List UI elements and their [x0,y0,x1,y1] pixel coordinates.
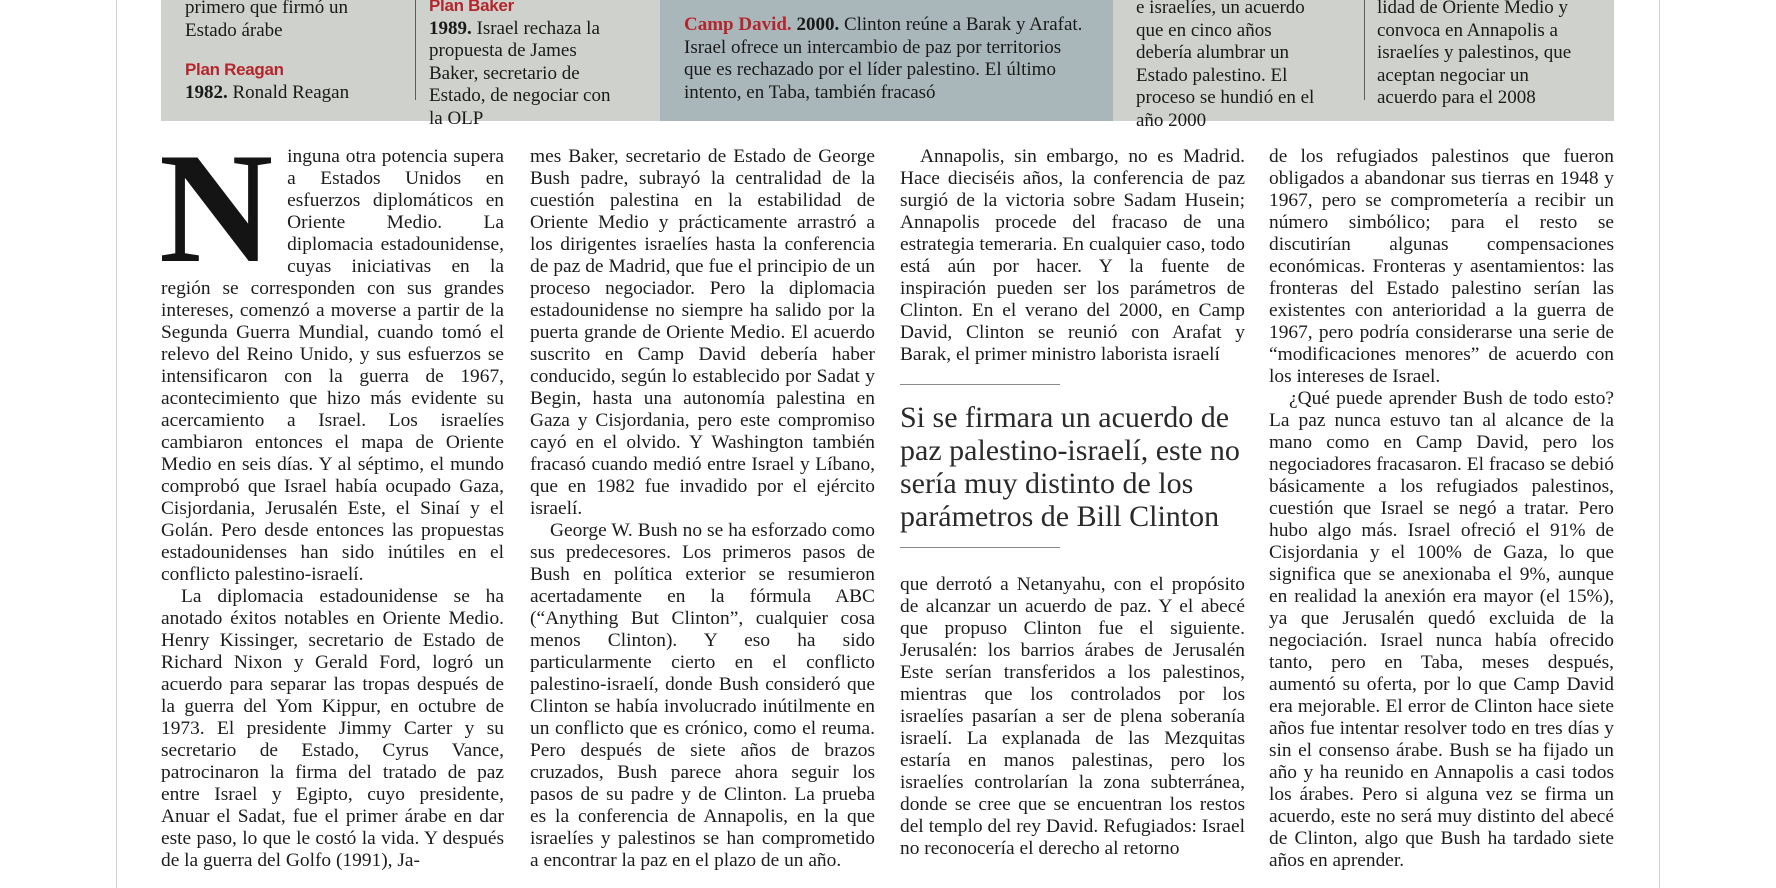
timeline-cell-annapolis [1377,0,1577,121]
timeline-year: 1989. [429,17,472,39]
article-paragraph: mes Baker, secretario de Estado de George Bush padre, subrayó la centralidad de la cuestión palestina en la estabilidad de Oriente Medio y prácticamente arrastró a los dirigentes israelíes hasta la conferencia de paz de Madrid, que fue el principio de un proceso negociador. Pero la diplomacia estadounidense no siempre ha salido por la puerta grande de Oriente Medio. El acuerdo suscrito en Camp David debería haber conducido, según lo establecido por Sadat y Begin, hasta una autonomía palestina en Gaza y Cisjordania, pero este compromiso cayó en el olvido. Y Washington también fracasó cuando medió entre Israel y Líbano, que en 1982 fue invadido por el ejército israelí. [530,146,875,519]
article-paragraph: que derrotó a Netanyahu, con el propósito de alcanzar un acuerdo de paz. Y el abecé que propuso Clinton fue el siguiente. Jerusalén: los barrios árabes de Jerusalén Este serían transferidos a los palestinos, mientras que los controlados por los israelíes pasarían a ser de plena soberanía israelí. La explanada de las Mezquitas estaría en manos palestinas, pero los israelíes controlarían la zona subterránea, donde se cree que se encuentran los restos del templo del rey David. Refugiados: Israel no reconocería el derecho al retorno [900,574,1245,859]
article-paragraph: de los refugiados palestinos que fueron obligados a abandonar sus tierras en 1948 y 1967, pero se comprometería a recibir un número simbólico; para el resto se discutirían algunas compensaciones económicas. Fronteras y asentamientos: las fronteras del Estado palestino serían las existentes con anterioridad a la guerra de 1967, pero podría considerarse una serie de “modificaciones menores” de acuerdo con los intereses de Israel. [1269,146,1614,387]
timeline-cell-reagan [185,0,399,121]
article-lead-text: inguna otra potencia supera a Estados Unidos en esfuerzos diplomáticos en Oriente Medio. La diplomacia estadounidense, cuyas iniciativas en la región se corresponden con sus grandes intereses, comenzó a moverse a partir de la Segunda Guerra Mundial, cuando tomó el relevo del Reino Unido, y sus esfuerzos se intensificaron con la guerra de 1967, acontecimiento que hizo más evidente su acercamiento a Israel. Los israelíes cambiaron entonces el mapa de Oriente Medio en seis días. Y al séptimo, el mundo comprobó que Israel había ocupado Gaza, Cisjordania, Jerusalén Este, el Sinaí y el Golán. Pero desde entonces las propuestas estadounidenses han sido inútiles en el conflicto palestino-israelí. [161,146,504,585]
timeline-text: Clinton reúne a Barak y Arafat. Israel ofrece un intercambio de paz por territorios que es rechazado por el líder palestino. El último intento, en Taba, también fracasó [684,14,1083,103]
drop-cap: N [159,121,274,296]
timeline-heading: Plan Reagan [185,60,284,79]
timeline-text: Israel rechaza la propuesta de James Baker, secretario de Estado, de negociar con la OLP [429,17,611,129]
pull-quote-rule-top [900,384,1060,385]
timeline-heading: Plan Baker [429,0,514,15]
article-column-2 [530,146,875,872]
article-column-3 [900,146,1245,860]
timeline-cell-baker [429,0,619,129]
timeline-year: 2000. [796,14,840,35]
timeline-heading: Camp David. [684,14,792,35]
timeline-text: Estado árabe [185,19,283,41]
article-paragraph: ¿Qué puede aprender Bush de todo esto? La paz nunca estuvo tan al alcance de la mano como en Camp David, pero los negociadores fracasaron. El fracaso se debió básicamente a los refugiados palestinos, cuestión que Israel se negó a tratar. Pero hubo algo más. Israel ofreció el 91% de Cisjordania y el 100% de Gaza, lo que significa que se anexionaba el 9%, aunque en realidad la anexión era mayor (el 15%), ya que Jerusalén quedó excluida de la negociación. Israel nunca había ofrecido tanto, pero en Taba, meses después, aumentó su oferta, por lo que Camp David era mejorable. El error de Clinton hace siete años fue intentar resolver todo en tres días y sin el consenso árabe. Bush se ha fijado un año y ha reunido en Annapolis a casi todos los árabes. Pero si alguna vez se firma un acuerdo, este no será muy distinto del abecé de Clinton, algo que Bush ha tardado siete años en aprender. [1269,388,1614,871]
timeline-cell-camp-david[interactable] [660,0,1113,121]
timeline-cell-oslo [1136,0,1328,131]
pull-quote: Si se firmara un acuerdo de paz palestino-israelí, este no sería muy distinto de los parámetros de Bill Clinton [900,401,1240,533]
article-paragraph: Annapolis, sin embargo, no es Madrid. Hace dieciséis años, la conferencia de paz surgió de la victoria sobre Sadam Husein; Annapolis procede del fracaso de una estrategia temeraria. En cualquier caso, todo está aún por hacer. Y la fuente de inspiración pueden ser los parámetros de Clinton. En el verano del 2000, en Camp David, Clinton se reunió con Arafat y Barak, el primer ministro laborista israelí [900,146,1245,365]
article-paragraph: La diplomacia estadounidense se ha anotado éxitos notables en Oriente Medio. Henry Kissinger, secretario de Estado de Richard Nixon y Gerald Ford, logró un acuerdo para separar las tropas después de la guerra del Yom Kippur, en octubre de 1973. El presidente Jimmy Carter y su secretario de Estado, Cyrus Vance, patrocinaron la firma del tratado de paz entre Israel y Egipto, cuyo presidente, Anuar el Sadat, fue el primer árabe en dar este paso, lo que le costó la vida. Y después de la guerra del Golfo (1991), Ja- [161,586,504,871]
timeline-divider [415,0,416,100]
article-paragraph: George W. Bush no se ha esforzado como sus predecesores. Los primeros pasos de Bush en política exterior se resumieron acertadamente en la fórmula ABC (“Anything But Clinton”, cualquier cosa menos Clinton). Y eso ha sido particularmente cierto en el conflicto palestino-israelí, donde Bush consideró que Clinton se había involucrado inútilmente en un conflicto que es crónico, como el reuma. Pero después de siete años de brazos cruzados, Bush parece ahora seguir los pasos de su padre y de Clinton. La prueba es la conferencia de Annapolis, en la que israelíes y palestinos se han comprometido a encontrar la paz en el plazo de un año. [530,520,875,871]
pull-quote-rule-bottom [900,547,1060,548]
article-column-1 [159,121,504,872]
timeline-text: Ronald Reagan [232,81,350,103]
timeline-year: 1982. [185,81,228,103]
timeline-divider [1364,0,1365,100]
article-paragraph [159,121,504,586]
timeline-text: e israelíes, un acuerdo que en cinco años debería alumbrar un Estado palestino. El proceso se hundió en el año 2000 [1136,0,1315,131]
article-column-4 [1269,146,1614,872]
timeline-band [161,0,1614,131]
timeline-text: primero que firmó un [185,0,349,18]
timeline-text: lidad de Oriente Medio y convoca en Annapolis a israelíes y palestinos, que aceptan negociar un acuerdo para el 2008 [1377,0,1572,108]
